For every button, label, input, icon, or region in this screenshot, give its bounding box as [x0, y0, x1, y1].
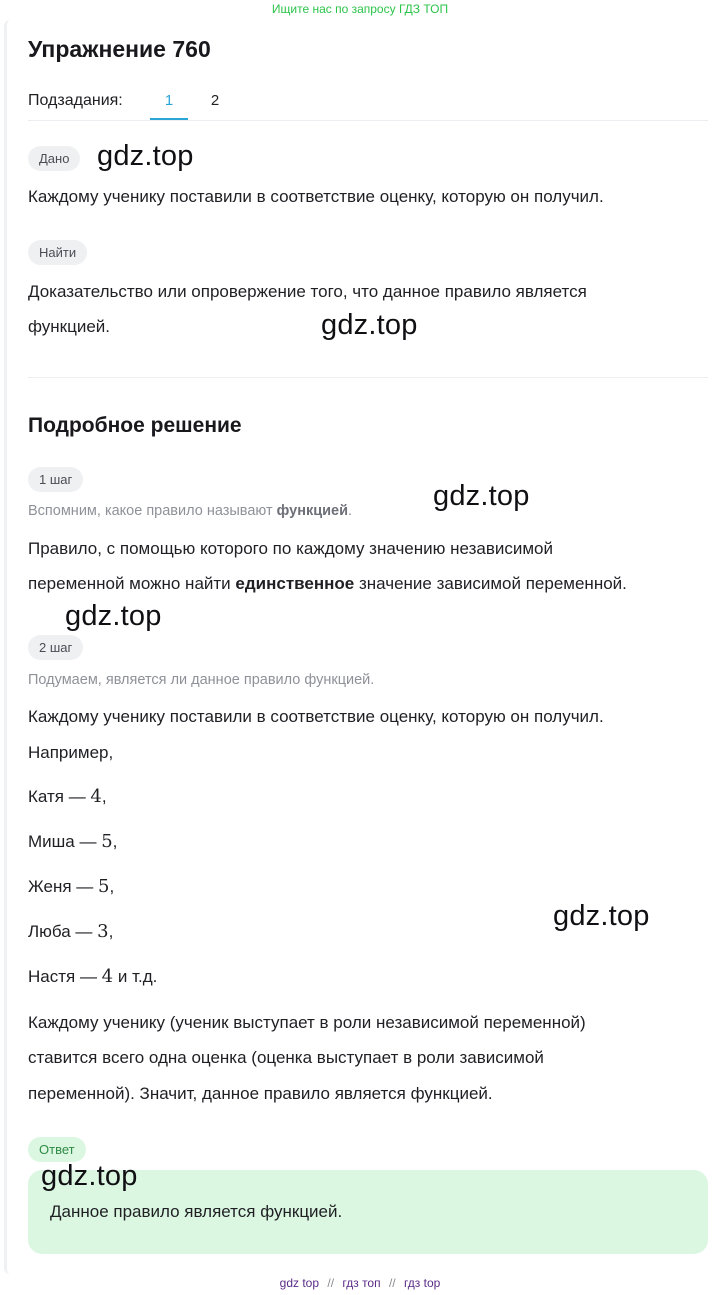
answer-badge: Ответ: [28, 1137, 86, 1162]
tab-subtask-1[interactable]: 1: [164, 92, 174, 109]
watermark: gdz.top: [433, 480, 530, 512]
footer-separator: //: [388, 1276, 396, 1290]
step-2-hint: Подумаем, является ли данное правило функцией.: [28, 672, 375, 688]
watermark: gdz.top: [41, 1160, 138, 1192]
example-item-katya: Катя — 4,: [28, 786, 107, 807]
footer-link-gdz-top-mixed[interactable]: гдз top: [403, 1276, 441, 1290]
watermark: gdz.top: [97, 140, 194, 172]
conclusion-line-2: ставится всего одна оценка (оценка выступает в роли зависимой: [28, 1048, 544, 1067]
watermark: gdz.top: [553, 900, 650, 932]
find-badge: Найти: [28, 240, 87, 265]
solution-heading: Подробное решение: [28, 414, 242, 437]
given-text: Каждому ученику поставили в соответствие оценку, которую он получил.: [28, 187, 604, 206]
find-text-line-2: функцией.: [28, 317, 111, 336]
example-item-misha: Миша — 5,: [28, 831, 118, 852]
conclusion-line-1: Каждому ученику (ученик выступает в роли независимой переменной): [28, 1013, 586, 1032]
watermark: gdz.top: [65, 600, 162, 632]
page-title: Упражнение 760: [28, 36, 211, 62]
given-badge: Дано: [28, 146, 80, 171]
find-text-line-1: Доказательство или опровержение того, что данное правило является: [28, 282, 587, 301]
example-item-lyuba: Люба — 3,: [28, 921, 114, 942]
step-1-line-1: Правило, с помощью которого по каждому значению независимой: [28, 539, 553, 558]
footer-link-gdz-top-cyrillic[interactable]: гдз топ: [342, 1276, 381, 1290]
step-2-badge: 2 шаг: [28, 635, 83, 660]
conclusion-line-3: переменной). Значит, данное правило является функцией.: [28, 1084, 493, 1103]
tab-subtask-2[interactable]: 2: [210, 92, 220, 109]
top-banner[interactable]: Ищите нас по запросу ГДЗ ТОП: [271, 2, 449, 16]
footer-separator: //: [327, 1276, 335, 1290]
subtasks-label: Подзадания:: [28, 92, 123, 109]
example-item-nastya: Настя — 4 и т.д.: [28, 966, 158, 987]
answer-text: Данное правило является функцией.: [50, 1202, 343, 1221]
step-1-hint: Вспомним, какое правило называют функцией.: [28, 503, 353, 519]
section-divider: [28, 377, 708, 378]
step-2-example: Например,: [28, 743, 114, 762]
step-2-line-1: Каждому ученику поставили в соответствие оценку, которую он получил.: [28, 707, 604, 726]
tabs-divider: [28, 120, 708, 121]
footer-link-gdz-top[interactable]: gdz top: [279, 1276, 320, 1290]
example-item-zhenya: Женя — 5,: [28, 876, 115, 897]
step-1-line-2: переменной можно найти единственное значение зависимой переменной.: [28, 574, 627, 593]
footer-links: [0, 1276, 720, 1290]
watermark: gdz.top: [321, 309, 418, 341]
step-1-badge: 1 шаг: [28, 467, 83, 492]
